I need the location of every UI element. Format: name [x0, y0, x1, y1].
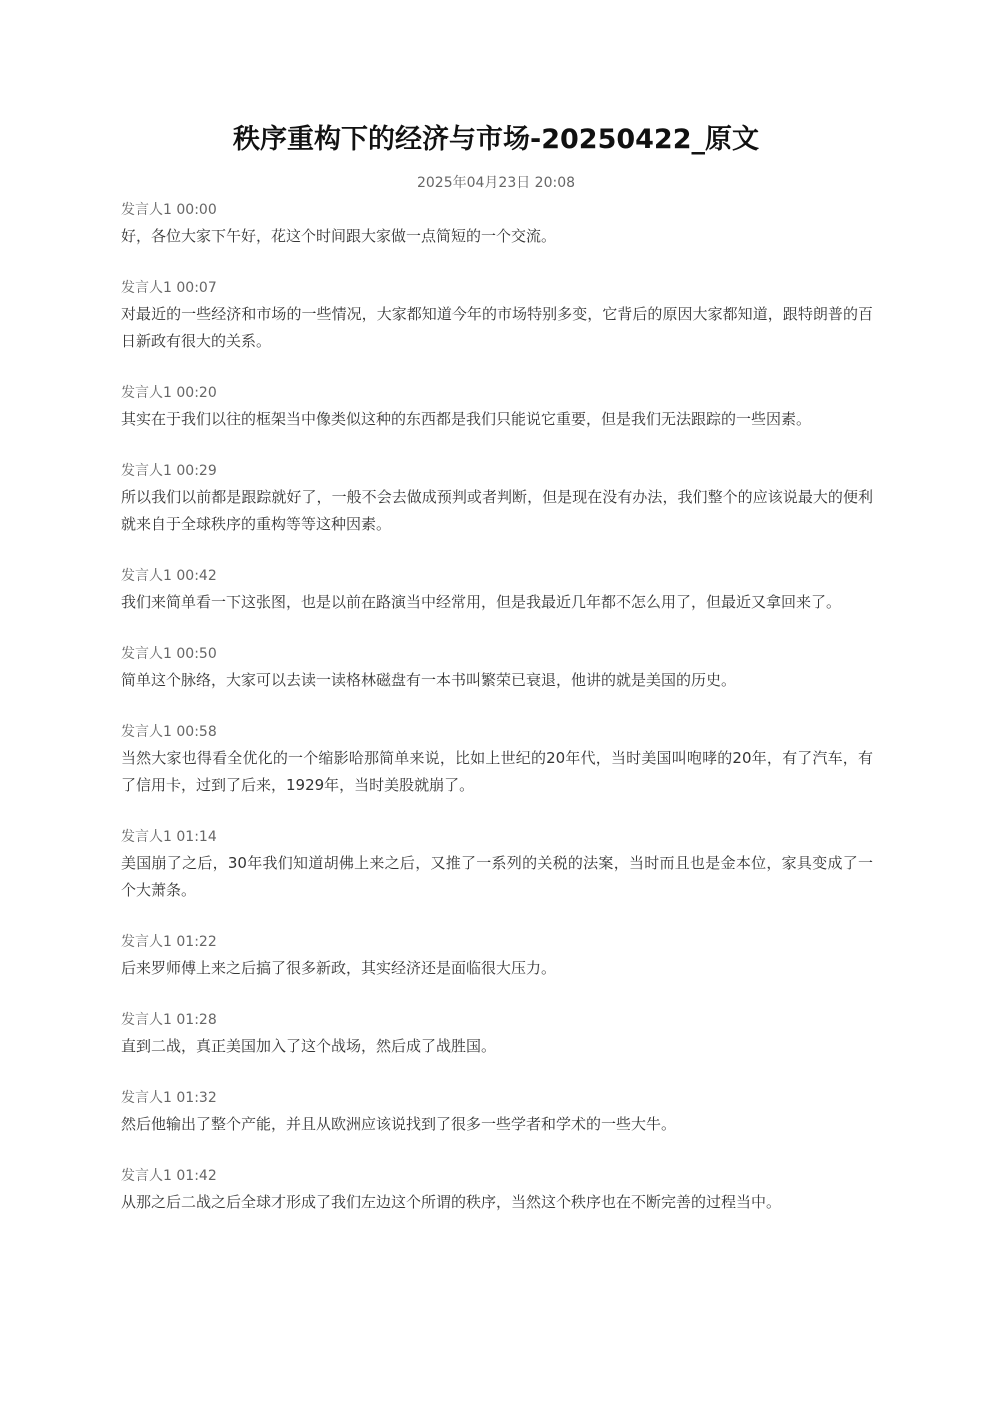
transcript-list	[121, 198, 873, 1216]
transcript-entry	[121, 642, 873, 694]
transcript-entry	[121, 1008, 873, 1060]
transcript-entry	[121, 930, 873, 982]
entry-header	[121, 720, 873, 744]
document-title: 秩序重构下的经济与市场-20250422_原文	[233, 124, 759, 155]
timestamp: 00:29	[176, 463, 217, 479]
speaker-name: 发言人1	[121, 1012, 172, 1028]
entry-header	[121, 276, 873, 300]
transcript-entry	[121, 198, 873, 250]
speaker-name: 发言人1	[121, 829, 172, 845]
speaker-name: 发言人1	[121, 724, 172, 740]
entry-header	[121, 381, 873, 405]
speaker-name: 发言人1	[121, 1168, 172, 1184]
transcript-entry	[121, 276, 873, 355]
timestamp: 00:07	[176, 280, 217, 296]
speaker-name: 发言人1	[121, 280, 172, 296]
speaker-name: 发言人1	[121, 1090, 172, 1106]
entry-header	[121, 642, 873, 666]
transcript-entry	[121, 564, 873, 616]
entry-header	[121, 564, 873, 588]
speaker-name: 发言人1	[121, 385, 172, 401]
timestamp: 01:28	[176, 1012, 217, 1028]
entry-text: 简单这个脉络，大家可以去读一读格林磁盘有一本书叫繁荣已衰退，他讲的就是美国的历史。	[121, 671, 737, 689]
entry-header	[121, 930, 873, 954]
entry-header	[121, 1086, 873, 1110]
entry-text: 我们来简单看一下这张图，也是以前在路演当中经常用，但是我最近几年都不怎么用了，但最近又拿回来了。	[121, 593, 842, 611]
entry-text: 好，各位大家下午好，花这个时间跟大家做一点简短的一个交流。	[121, 227, 557, 245]
transcript-entry	[121, 459, 873, 538]
entry-text: 然后他输出了整个产能，并且从欧洲应该说找到了很多一些学者和学术的一些大牛。	[121, 1115, 677, 1133]
entry-header	[121, 825, 873, 849]
timestamp: 01:32	[176, 1090, 217, 1106]
speaker-name: 发言人1	[121, 934, 172, 950]
entry-header	[121, 1008, 873, 1032]
transcript-entry	[121, 720, 873, 799]
transcript-entry	[121, 1164, 873, 1216]
timestamp: 00:58	[176, 724, 217, 740]
entry-text: 后来罗师傅上来之后搞了很多新政，其实经济还是面临很大压力。	[121, 959, 557, 977]
entry-text: 从那之后二战之后全球才形成了我们左边这个所谓的秩序，当然这个秩序也在不断完善的过程当中。	[121, 1193, 782, 1211]
entry-header	[121, 1164, 873, 1188]
timestamp: 01:14	[176, 829, 217, 845]
speaker-name: 发言人1	[121, 568, 172, 584]
speaker-name: 发言人1	[121, 646, 172, 662]
transcript-entry	[121, 825, 873, 904]
speaker-name: 发言人1	[121, 202, 172, 218]
entry-text: 当然大家也得看全优化的一个缩影哈那简单来说，比如上世纪的20年代，当时美国叫咆哮的20年，有了汽车，有了信用卡，过到了后来，1929年，当时美股就崩了。	[121, 749, 873, 794]
timestamp: 00:50	[176, 646, 217, 662]
timestamp: 00:00	[176, 202, 217, 218]
timestamp: 01:22	[176, 934, 217, 950]
transcript-entry	[121, 1086, 873, 1138]
entry-text: 对最近的一些经济和市场的一些情况，大家都知道今年的市场特别多变，它背后的原因大家都知道，跟特朗普的百日新政有很大的关系。	[121, 305, 873, 350]
speaker-name: 发言人1	[121, 463, 172, 479]
timestamp: 00:20	[176, 385, 217, 401]
transcript-entry	[121, 381, 873, 433]
document-date: 2025年04月23日 20:08	[416, 175, 576, 191]
entry-text: 其实在于我们以往的框架当中像类似这种的东西都是我们只能说它重要，但是我们无法跟踪的一些因素。	[121, 410, 812, 428]
timestamp: 00:42	[176, 568, 217, 584]
entry-header	[121, 198, 873, 222]
entry-header	[121, 459, 873, 483]
entry-text: 所以我们以前都是跟踪就好了，一般不会去做成预判或者判断，但是现在没有办法，我们整个的应该说最大的便利就来自于全球秩序的重构等等这种因素。	[121, 488, 873, 533]
timestamp: 01:42	[176, 1168, 217, 1184]
entry-text: 直到二战，真正美国加入了这个战场，然后成了战胜国。	[121, 1037, 497, 1055]
entry-text: 美国崩了之后，30年我们知道胡佛上来之后，又推了一系列的关税的法案，当时而且也是金本位，家具变成了一个大萧条。	[121, 854, 873, 899]
